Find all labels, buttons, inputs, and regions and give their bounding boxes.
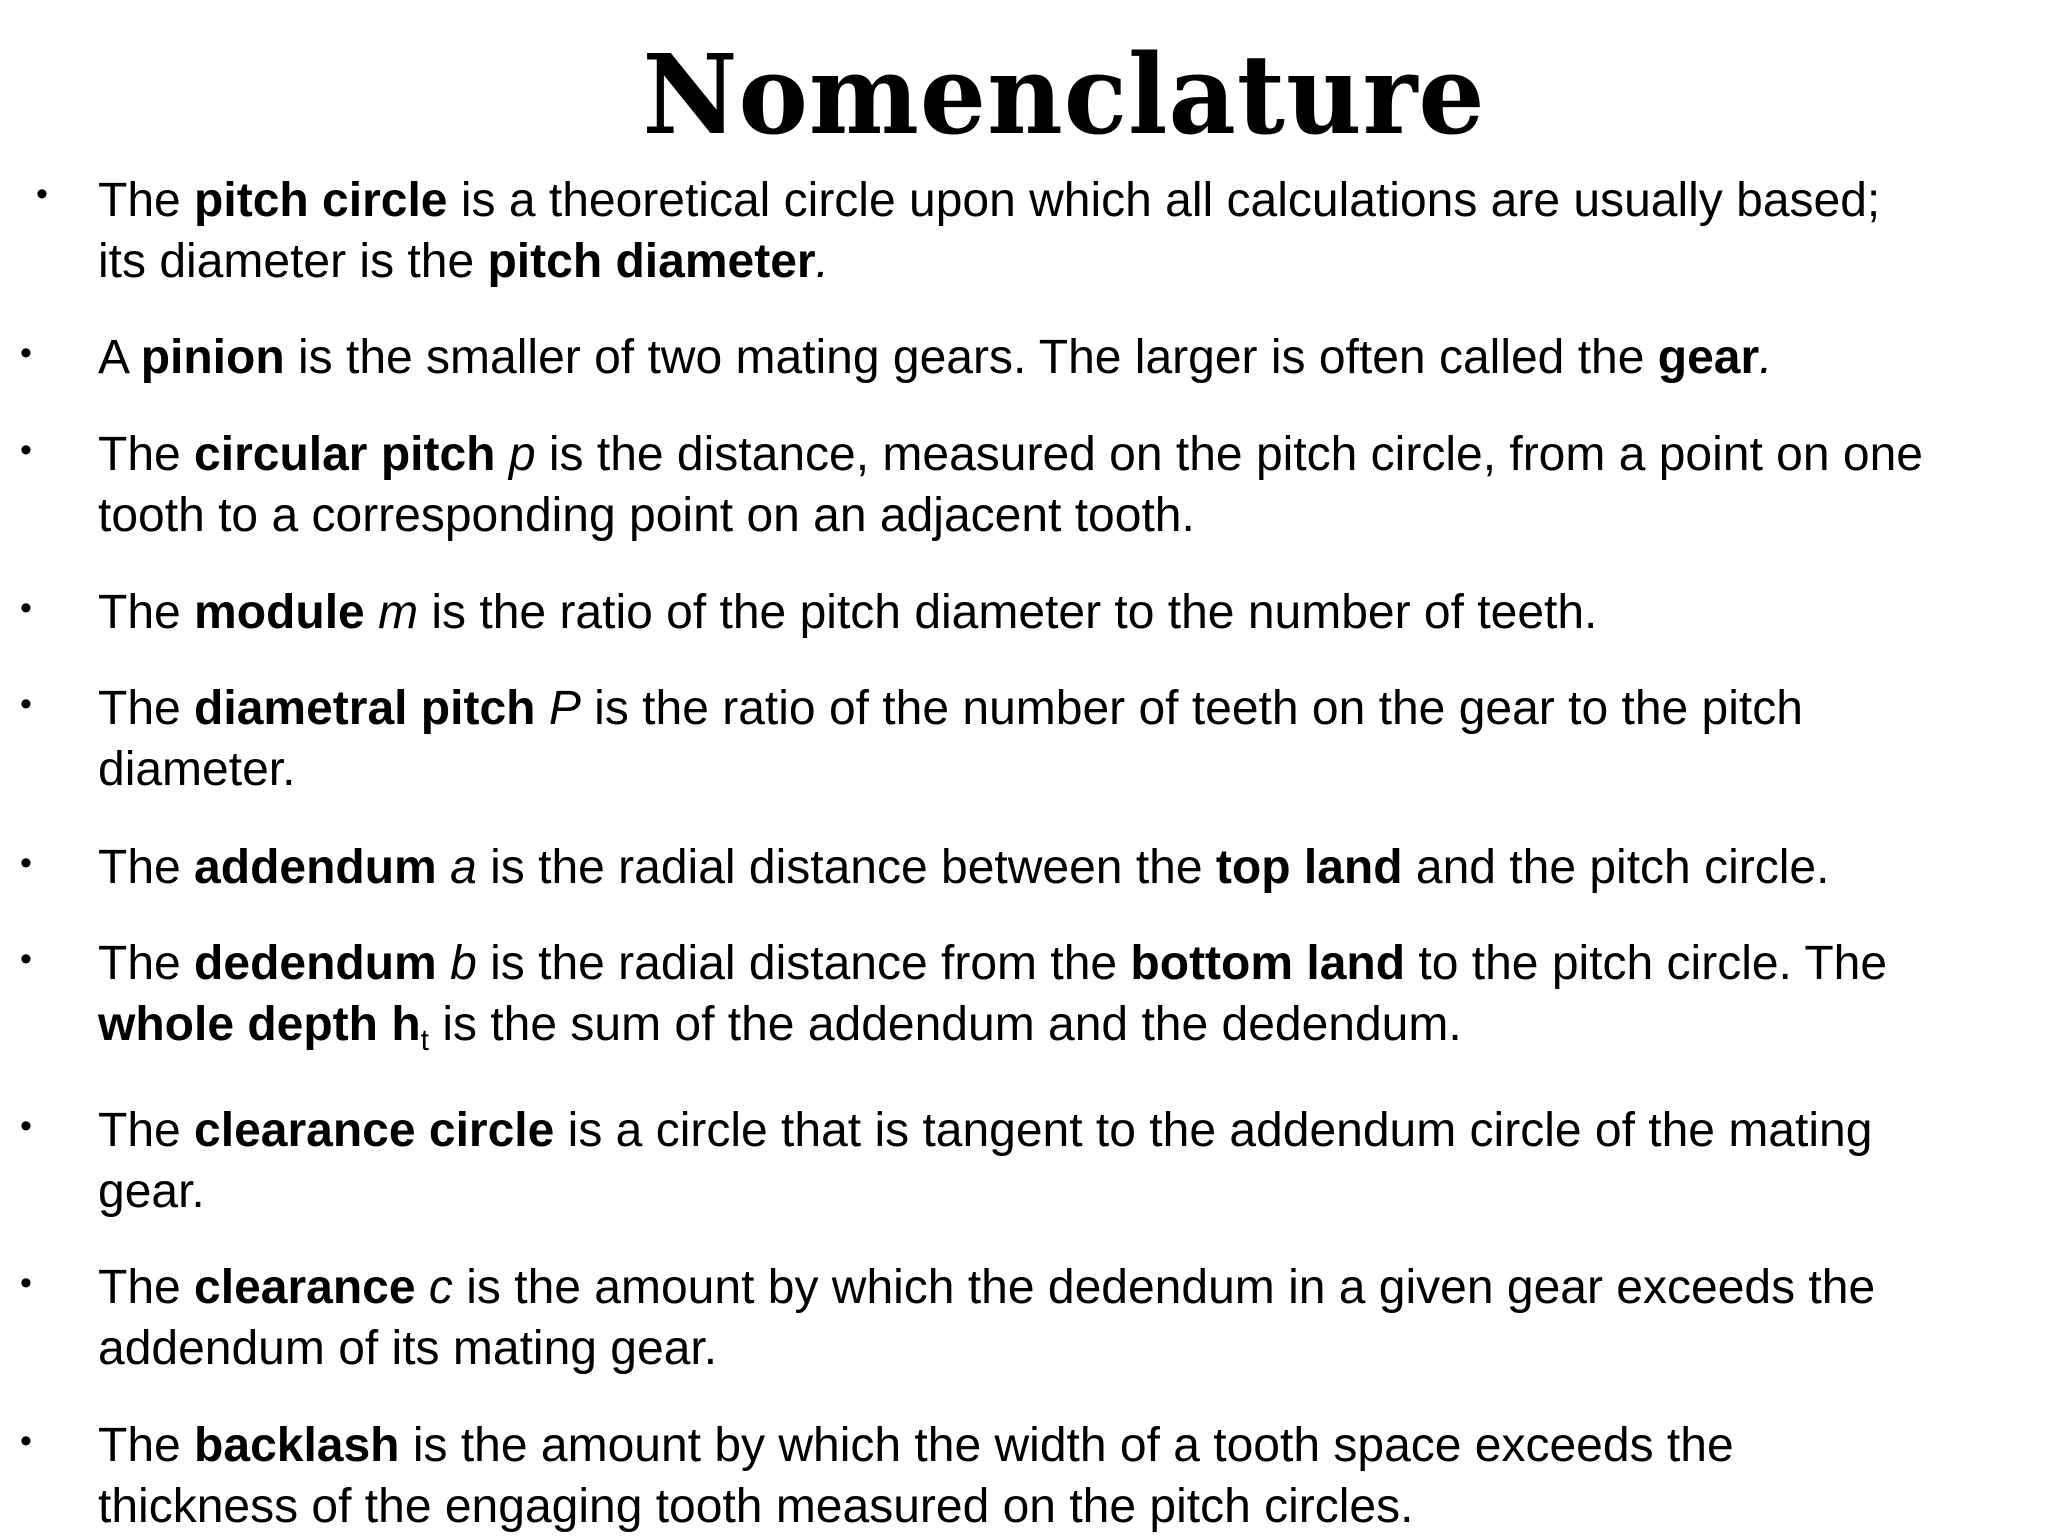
text-run: The	[98, 1104, 195, 1157]
text-run: is the radial distance between the	[476, 841, 1216, 894]
bullet-line	[98, 1100, 2038, 1161]
bullet-line	[98, 485, 2038, 546]
text-run: is the distance, measured on the pitch circle, from a point on one	[535, 428, 1923, 481]
bullet-line	[98, 1161, 2038, 1222]
bullet-line	[98, 1257, 2038, 1318]
term-bold: circular pitch	[194, 428, 496, 481]
text-run: and the pitch circle.	[1402, 841, 1830, 894]
bullet-dot: •	[20, 1422, 32, 1460]
text-run: is the amount by which the dedendum in a given gear exceeds the	[452, 1261, 1876, 1314]
text-run: its diameter is the	[98, 235, 488, 288]
text-run: is the amount by which the width of a tooth space exceeds the	[399, 1419, 1734, 1472]
bullet-dot: •	[20, 1264, 32, 1302]
term-bold: pitch circle	[194, 174, 448, 227]
text-run: addendum of its mating gear.	[98, 1322, 718, 1375]
bullet-line	[98, 837, 2038, 898]
text-run: is the smaller of two mating gears. The larger is often called the	[284, 331, 1658, 384]
term-bold: gear	[1657, 331, 1760, 384]
text-run: gear.	[98, 1165, 205, 1218]
text-run	[437, 841, 450, 894]
symbol-italic: .	[1759, 331, 1773, 384]
text-run: diameter.	[98, 743, 296, 796]
text-run: is the sum of the addendum and the dedendum.	[428, 998, 1462, 1051]
text-run: The	[98, 937, 195, 990]
bullet-line	[98, 1318, 2038, 1379]
symbol-italic: c	[428, 1261, 453, 1314]
text-run: The	[98, 682, 195, 735]
bullet-dot: •	[20, 940, 32, 978]
term-bold: backlash	[194, 1419, 400, 1472]
bullet-dot: •	[20, 334, 32, 372]
bullet-line	[98, 1476, 2038, 1537]
text-run: The	[98, 841, 195, 894]
text-run: tooth to a corresponding point on an adjacent tooth.	[98, 489, 1195, 542]
bullet-line	[98, 424, 2038, 485]
text-run	[495, 428, 508, 481]
bullet-line	[98, 582, 2038, 643]
text-run: is the ratio of the number of teeth on the gear to the pitch	[580, 682, 1803, 735]
text-run: A	[98, 331, 141, 384]
bullet-line	[98, 1415, 2038, 1476]
text-run: The	[98, 174, 195, 227]
text-run: to the pitch circle. The	[1405, 937, 1888, 990]
symbol-italic: a	[450, 841, 477, 894]
term-bold: bottom land	[1130, 937, 1406, 990]
text-run	[416, 1261, 429, 1314]
text-run: The	[98, 586, 195, 639]
bullet-line	[98, 678, 2038, 739]
symbol-italic: .	[815, 235, 829, 288]
bullet-line	[98, 327, 2038, 388]
term-bold: addendum	[194, 841, 437, 894]
term-bold: pitch diameter	[487, 235, 816, 288]
term-bold: top land	[1215, 841, 1403, 894]
bullet-dot: •	[20, 589, 32, 627]
bullet-dot: •	[20, 431, 32, 469]
text-run	[365, 586, 378, 639]
bullet-line	[98, 231, 2038, 292]
subscript: t	[420, 1024, 429, 1057]
term-bold: clearance	[194, 1261, 416, 1314]
bullet-dot: •	[36, 175, 48, 213]
symbol-italic: P	[548, 682, 581, 735]
term-bold: pinion	[140, 331, 285, 384]
text-run: The	[98, 428, 195, 481]
symbol-italic: m	[378, 586, 419, 639]
text-run: The	[98, 1261, 195, 1314]
symbol-italic: p	[508, 428, 536, 481]
text-run: is a theoretical circle upon which all calculations are usually based;	[447, 174, 1881, 227]
bullet-line	[98, 739, 2038, 800]
symbol-italic: b	[450, 937, 477, 990]
bullet-dot: •	[20, 685, 32, 723]
term-bold: diametral pitch	[194, 682, 536, 735]
bullet-line	[98, 933, 2038, 994]
text-run: thickness of the engaging tooth measured on the pitch circles.	[98, 1480, 1414, 1533]
term-bold: whole depth h	[98, 998, 421, 1051]
term-bold: clearance circle	[194, 1104, 555, 1157]
bullet-dot: •	[20, 844, 32, 882]
text-run: is the radial distance from the	[476, 937, 1131, 990]
bullet-dot: •	[20, 1107, 32, 1145]
term-bold: module	[194, 586, 365, 639]
text-run: The	[98, 1419, 195, 1472]
slide-title: Nomenclature	[642, 29, 1486, 160]
text-run: is the ratio of the pitch diameter to the number of teeth.	[418, 586, 1598, 639]
text-run	[535, 682, 548, 735]
text-run	[437, 937, 450, 990]
bullet-line	[98, 170, 2038, 231]
bullet-line	[98, 994, 2038, 1055]
term-bold: dedendum	[194, 937, 437, 990]
text-run: is a circle that is tangent to the addendum circle of the mating	[554, 1104, 1873, 1157]
